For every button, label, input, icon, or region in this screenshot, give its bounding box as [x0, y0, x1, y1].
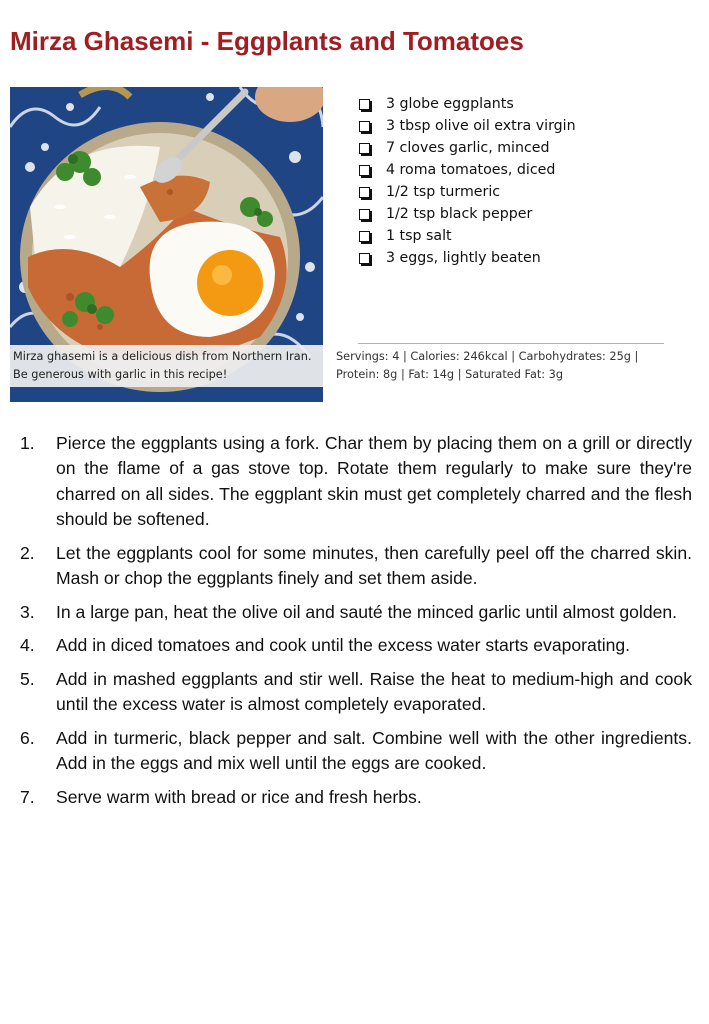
ingredient-text: 1 tsp salt — [386, 228, 452, 244]
ingredient-item — [359, 115, 576, 137]
instruction-list — [20, 431, 692, 819]
photo-caption: Mirza ghasemi is a delicious dish from Northern Iran. Be generous with garlic in this recipe! — [10, 345, 323, 387]
ingredient-text: 3 globe eggplants — [386, 96, 514, 112]
ingredient-item — [359, 225, 576, 247]
ingredient-list — [359, 93, 576, 269]
step-number: 4. — [20, 635, 35, 656]
step-text: Let the eggplants cool for some minutes, then carefully peel off the charred skin. Mash or chop the eggplants finely and set them aside. — [56, 542, 692, 589]
instruction-step — [20, 633, 692, 658]
step-text: Add in turmeric, black pepper and salt. Combine well with the other ingredients. Add in the eggs and mix well until the eggs are cooked. — [56, 728, 692, 774]
instruction-step — [20, 726, 692, 777]
checkbox-icon[interactable] — [359, 99, 370, 110]
step-text: Add in diced tomatoes and cook until the excess water starts evaporating. — [56, 635, 631, 656]
nutrition-line: Servings: 4 | Calories: 246kcal | Carbohydrates: 25g | — [336, 350, 639, 363]
step-number: 6. — [20, 728, 35, 748]
step-text: In a large pan, heat the olive oil and sauté the minced garlic until almost golden. — [56, 601, 678, 622]
nutrition-info — [336, 348, 686, 384]
ingredient-item — [359, 247, 576, 269]
step-number: 1. — [20, 433, 35, 453]
ingredient-item — [359, 159, 576, 181]
ingredient-text: 4 roma tomatoes, diced — [386, 162, 556, 178]
checkbox-icon[interactable] — [359, 143, 370, 154]
checkbox-icon[interactable] — [359, 165, 370, 176]
checkbox-icon[interactable] — [359, 231, 370, 242]
nutrition-line: Protein: 8g | Fat: 14g | Saturated Fat: 3g — [336, 368, 564, 381]
ingredient-item — [359, 137, 576, 159]
instruction-step — [20, 600, 692, 625]
ingredient-item — [359, 203, 576, 225]
checkbox-icon[interactable] — [359, 187, 370, 198]
divider — [358, 343, 664, 344]
instruction-step — [20, 667, 692, 718]
ingredient-text: 1/2 tsp turmeric — [386, 184, 501, 200]
checkbox-icon[interactable] — [359, 209, 370, 220]
step-text: Serve warm with bread or rice and fresh herbs. — [56, 787, 422, 807]
ingredient-text: 3 tbsp olive oil extra virgin — [386, 118, 576, 134]
step-text: Add in mashed eggplants and stir well. Raise the heat to medium-high and cook until the excess water is almost completely evaporated. — [56, 669, 692, 715]
ingredient-text: 3 eggs, lightly beaten — [386, 250, 541, 266]
ingredient-text: 1/2 tsp black pepper — [386, 206, 533, 222]
ingredient-text: 7 cloves garlic, minced — [386, 140, 550, 156]
checkbox-icon[interactable] — [359, 253, 370, 264]
step-number: 2. — [20, 542, 35, 563]
instruction-step — [20, 785, 692, 810]
checkbox-icon[interactable] — [359, 121, 370, 132]
ingredient-item — [359, 181, 576, 203]
recipe-title: Mirza Ghasemi - Eggplants and Tomatoes — [10, 26, 524, 56]
recipe-photo — [10, 87, 323, 402]
step-number: 3. — [20, 601, 35, 622]
step-number: 7. — [20, 787, 35, 807]
instruction-step — [20, 431, 692, 533]
instruction-step — [20, 541, 692, 592]
step-number: 5. — [20, 669, 35, 689]
step-text: Pierce the eggplants using a fork. Char them by placing them on a grill or directly on the flame of a gas stove top. Rotate them regularly to make sure they're charred on all sides. The eggplant skin must get completely charred and the flesh should be softened. — [56, 433, 692, 530]
ingredient-item — [359, 93, 576, 115]
